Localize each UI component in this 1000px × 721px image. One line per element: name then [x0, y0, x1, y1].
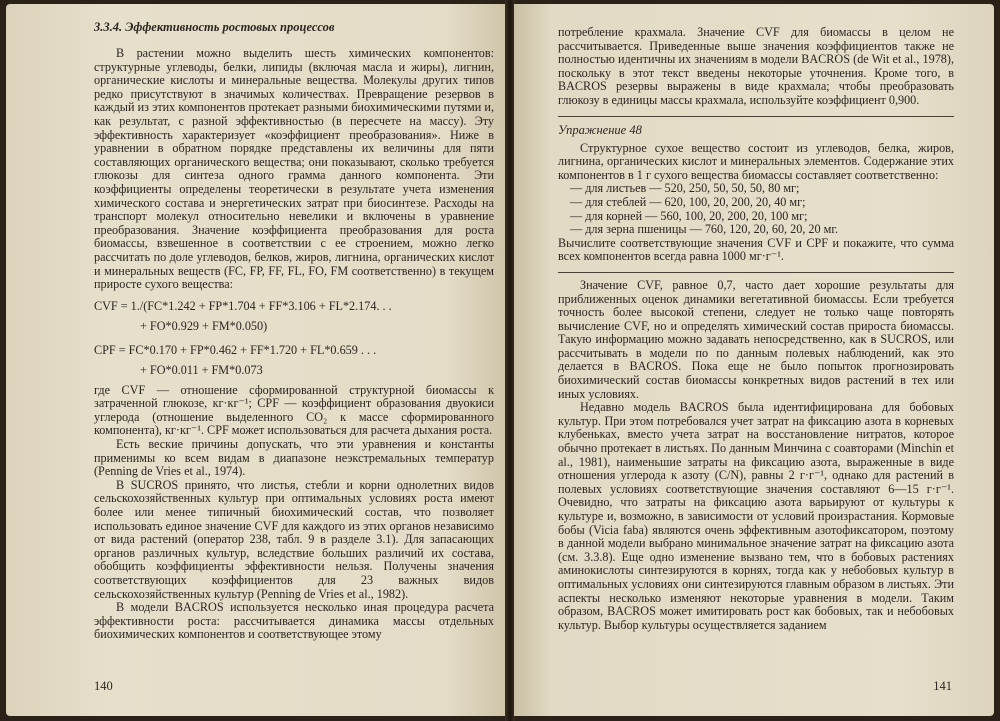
page-number-left: 140 — [94, 679, 113, 693]
divider-top — [558, 116, 954, 117]
paragraph-sucros: В SUCROS принято, что листья, стебли и корни однолетних видов сельскохозяйственных культур при оптимальных условиях роста имеют более или менее типичный биохимический состав, что позволяет использовать единое значение CVF для каждого из этих органов независимо от вида растений (оператор 238, табл. 9 в разделе 3.1). Для запасающих органов различных культур, вследствие больших различий их состава, обобщить коэффициенты эффективности нельзя. Получены значения соответствующих коэффициентов для 23 важных видов сельскохозяйственных культур (Penning de Vries et al., 1982). — [94, 477, 494, 601]
paragraph-intro: В растении можно выделить шесть химических компонентов: структурные углеводы, белки, липиды (включая масла и жиры), лигнин, органические кислоты и минеральные вещества. Молекулы других типов редко присутствуют в значимых количествах. Превращение резервов в каждый из этих компонентов протекает разными биохимическими путями и, как результат, с разной эффективностью (в пересчете на массу). Эту эффективность характеризует «коэффициент преобразования». Ниже в уравнении в обратном порядке представлены их величины для пяти составляющих органического вещества; они показывают, сколько требуется глюкозы для синтеза одного грамма данного компонента. Эти коэффициенты определены теоретически в результате учета изменения химического состава и энергетических затрат при биосинтезе. Расходы на транспорт молекул относительно невелики и включены в уравнение преобразования. Значение коэффициента преобразования для роста биомассы, взвешенное в соответствии с ее строением, можно легко рассчитать по доле углеводов, белков, жиров, лигнина, органических кислот и минеральных веществ (FC, FP, FF, FL, FO, FM соответственно) в текущем приросте сухого вещества: — [94, 46, 494, 292]
list-item: — для листьев — 520, 250, 50, 50, 50, 80 мг; — [570, 181, 800, 196]
paragraph-bacros: В модели BACROS используется несколько иная процедура расчета эффективности роста: рассчитывается динамика массы отдельных биохимических компонентов и соответствующее этому — [94, 600, 494, 642]
exercise-intro: Структурное сухое вещество состоит из углеводов, белка, жиров, лигнина, органических кислот и минеральных элементов. Содержание этих компонентов в 1 г сухого вещества биомассы составляет соответственно: — [558, 140, 954, 182]
formula-cpf — [94, 340, 494, 380]
formula-cvf-line-1: CVF = 1./(FC*1.242 + FP*1.704 + FF*3.106 + FL*2.174. . . — [94, 298, 392, 313]
list-item: — для зерна пшеницы — 760, 120, 20, 60, 20, 20 мг. — [570, 222, 839, 237]
left-page — [6, 4, 506, 716]
list-item: — для стеблей — 620, 100, 20, 200, 20, 40 мг; — [570, 194, 806, 209]
paragraph-definitions: где CVF — отношение сформированной структурной биомассы к затраченной глюкозе, кг·кг⁻¹; CPF — коэффициент образования двуокиси углерода (отношение выделенного CO₂ к массе сформированного компонента), кг·кг⁻¹. CPF может использоваться для расчета дыхания роста. — [94, 382, 494, 438]
paragraph-temperature: Есть веские причины допускать, что эти уравнения и константы применимы ко всем видам в диапазоне неэкстремальных температур (Penning de Vries et al., 1974). — [94, 437, 494, 479]
list-item: — для корней — 560, 100, 20, 200, 20, 100 мг; — [570, 208, 808, 223]
exercise-title: Упражнение 48 — [558, 122, 642, 137]
right-page — [514, 4, 994, 716]
paragraph-legumes: Недавно модель BACROS была идентифицирована для бобовых культур. При этом потребовался учет затрат на фиксацию азота в корневых клубеньках, вместо учета затрат на восстановление нитратов, которое обычно протекает в листьях. По данным Минчина с соавторами (Minchin et al., 1981), наименьшие затраты на фиксацию азота, выраженные в виде отношения углерода к азоту (C/N), равны 2 г·г⁻¹, однако для растений в полевых условиях соответствующие значения составляют 6—15 г·г⁻¹. Очевидно, что затраты на фиксацию азота варьируют от культуры к культуре и, возможно, в зависимости от условий произрастания. Кормовые бобы (Vicia faba) являются очень эффективным азотофиксатором, поэтому в данной модели выбрано минимальное значение затрат на фиксацию азота (см. 3.3.8). Еще одно изменение вызвано тем, что в бобовых растениях аминокислоты синтезируются в корнях, тогда как у небобовых культур в оптимальных условиях они синтезируются главным образом в листьях. Эти аспекты несколько изменяют некоторые уравнения в модели. Таким образом, BACROS может имитировать рост как бобовых, так и небобовых культур. Выбор культуры осуществляется заданием — [558, 400, 954, 632]
exercise-list — [558, 182, 954, 236]
formula-cpf-line-2: + FO*0.011 + FM*0.073 — [140, 362, 263, 377]
formula-cpf-line-1: CPF = FC*0.170 + FP*0.462 + FF*1.720 + FL*0.659 . . . — [94, 342, 377, 357]
section-title: 3.3.4. Эффективность ростовых процессов — [94, 20, 335, 34]
paragraph-continued: потребление крахмала. Значение CVF для биомассы в целом не рассчитывается. Приведенные выше значения коэффициентов также не полностью идентичны их значениям в модели BACROS (de Wit et al., 1978), поскольку в этот текст введены некоторые уточнения. Кроме того, в BACROS резервы выражены в виде крахмала; чтобы преобразовать глюкозу в единицы массы крахмала, используйте коэффициент 0,900. — [558, 25, 954, 107]
page-number-right: 141 — [933, 679, 952, 693]
paragraph-cvf-value: Значение CVF, равное 0,7, часто дает хорошие результаты для приближенных оценок динамики вегетативной биомассы. Если требуется точность более высокой степени, следует не только чаще повторять вычисление CVF, но и определять химический состав прироста биомассы. Такую информацию можно задавать непосредственно, как в SUCROS, или рассчитывать в модели по по данным полевых наблюдений, как это делается в BACROS. Пока еще не было попыток прогнозировать биохимический состав биомассы конкретных видов растений в тех или иных условиях. — [558, 277, 954, 401]
formula-cvf — [94, 296, 494, 336]
exercise-task: Вычислите соответствующие значения CVF и CPF и покажите, что сумма всех компонентов всегда равна 1000 мг·г⁻¹. — [558, 235, 954, 264]
formula-cvf-line-2: + FO*0.929 + FM*0.050) — [140, 318, 268, 333]
divider-bottom — [558, 272, 954, 273]
